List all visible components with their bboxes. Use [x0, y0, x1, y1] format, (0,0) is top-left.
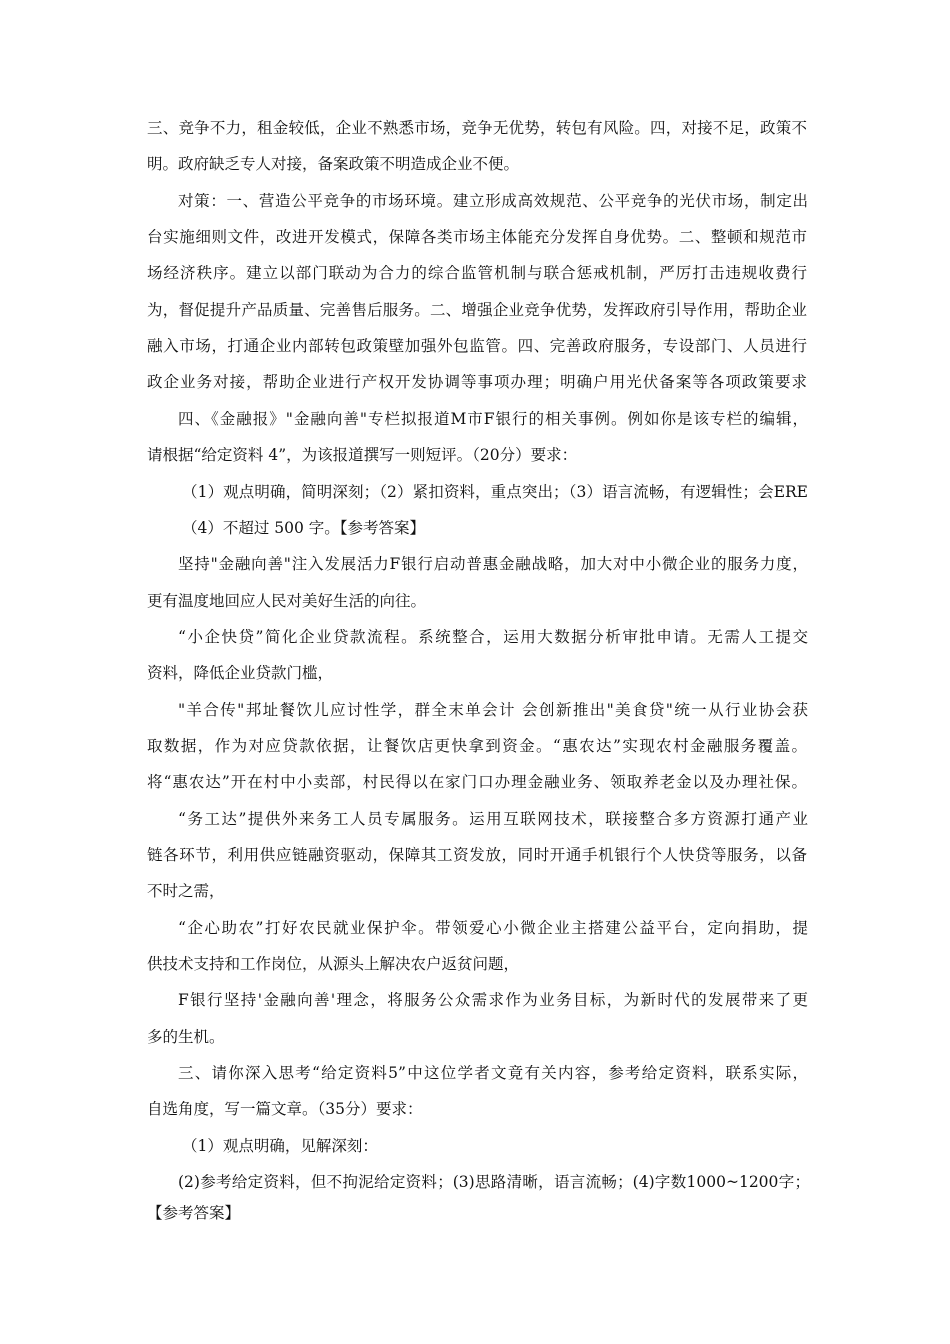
text-line: 将“惠农达”开在村中小卖部，村民得以在家门口办理金融业务、领取养老金以及办理社保。 [147, 773, 807, 791]
text-line: 三、竞争不力，租金较低，企业不熟悉市场，竞争无优势，转包有风险。四，对接不足，政策不 [147, 119, 807, 137]
text-line: 取数据，作为对应贷款依据，让餐饮店更快拿到资金。“惠农达”实现农村金融服务覆盖。 [147, 737, 807, 755]
text-line: 不时之需， [147, 882, 225, 900]
text-line: 坚持"金融向善"注入发展活力F银行启动普惠金融战略，加大对中小微企业的服务力度， [178, 555, 808, 573]
text-line: 台实施细则文件，改进开发模式，保障各类市场主体能充分发挥自身优势。二、整顿和规范市 [147, 228, 807, 246]
text-line: 资料，降低企业贷款门槛， [147, 664, 334, 682]
text-line: 对策：一、营造公平竞争的市场环境。建立形成高效规范、公平竞争的光伏市场，制定出 [178, 192, 808, 210]
text-line: 更有温度地回应人民对美好生活的向往。 [147, 592, 427, 610]
text-line: 【参考答案】 [147, 1204, 241, 1222]
text-line: （4）不超过 500 字。【参考答案】 [182, 519, 426, 537]
text-line: 为，督促提升产品质量、完善售后服务。二、增强企业竞争优势，发挥政府引导作用，帮助企业 [147, 301, 807, 319]
text-line: 明。政府缺乏专人对接，备案政策不明造成企业不便。 [147, 155, 520, 173]
text-line: （1）观点明确，见解深刻： [182, 1137, 378, 1155]
text-line: “务工达”提供外来务工人员专属服务。运用互联网技术，联接整合多方资源打通产业 [178, 810, 808, 828]
text-line: 融入市场，打通企业内部转包政策壁加强外包监管。四、完善政府服务，专设部门、人员进行 [147, 337, 807, 355]
text-line: 三、请你深入思考“给定资料5”中这位学者文竟有关内容，参考给定资料，联系实际， [178, 1064, 808, 1082]
text-line: “小企快贷”简化企业贷款流程。系统整合，运用大数据分析审批申请。无需人工提交 [178, 628, 808, 646]
text-line: （1）观点明确，简明深刻；（2）紧扣资料，重点突出；（3）语言流畅，有逻辑性；会ERE [182, 483, 808, 501]
text-line: 链各环节，利用供应链融资驱动，保障其工资发放，同时开通手机银行个人快贷等服务，以备 [147, 846, 807, 864]
text-line: (2)参考给定资料，但不拘泥给定资料；(3)思路清晰，语言流畅；(4)字数1000~1200字； [178, 1173, 810, 1191]
text-line: "羊合传"邦址餐饮儿应讨性学，群全末单会计 会创新推出"美食贷"统一从行业协会获 [178, 701, 808, 719]
text-line: F银行坚持'金融向善'理念，将服务公众需求作为业务目标，为新时代的发展带来了更 [178, 991, 808, 1009]
text-line: 请根据“给定资料 4”，为该报道撰写一则短评。（20分）要求： [147, 446, 578, 464]
text-line: 多的生机。 [147, 1028, 225, 1046]
text-line: 四、《金融报》"金融向善"专栏拟报道M市F银行的相关事例。例如你是该专栏的编辑， [178, 410, 808, 428]
text-line: “企心助农”打好农民就业保护伞。带领爱心小微企业主搭建公益平台，定向捐助，提 [178, 919, 808, 937]
text-line: 政企业务对接，帮助企业进行产权开发协调等事项办理；明确户用光伏备案等各项政策要求 [147, 373, 807, 391]
text-line: 自选角度，写一篇文章。（35分）要求： [147, 1100, 423, 1118]
text-line: 供技术支持和工作岗位，从源头上解决农户返贫问题， [147, 955, 520, 973]
text-line: 场经济秩序。建立以部门联动为合力的综合监管机制与联合惩戒机制，严厉打击违规收费行 [147, 264, 807, 282]
